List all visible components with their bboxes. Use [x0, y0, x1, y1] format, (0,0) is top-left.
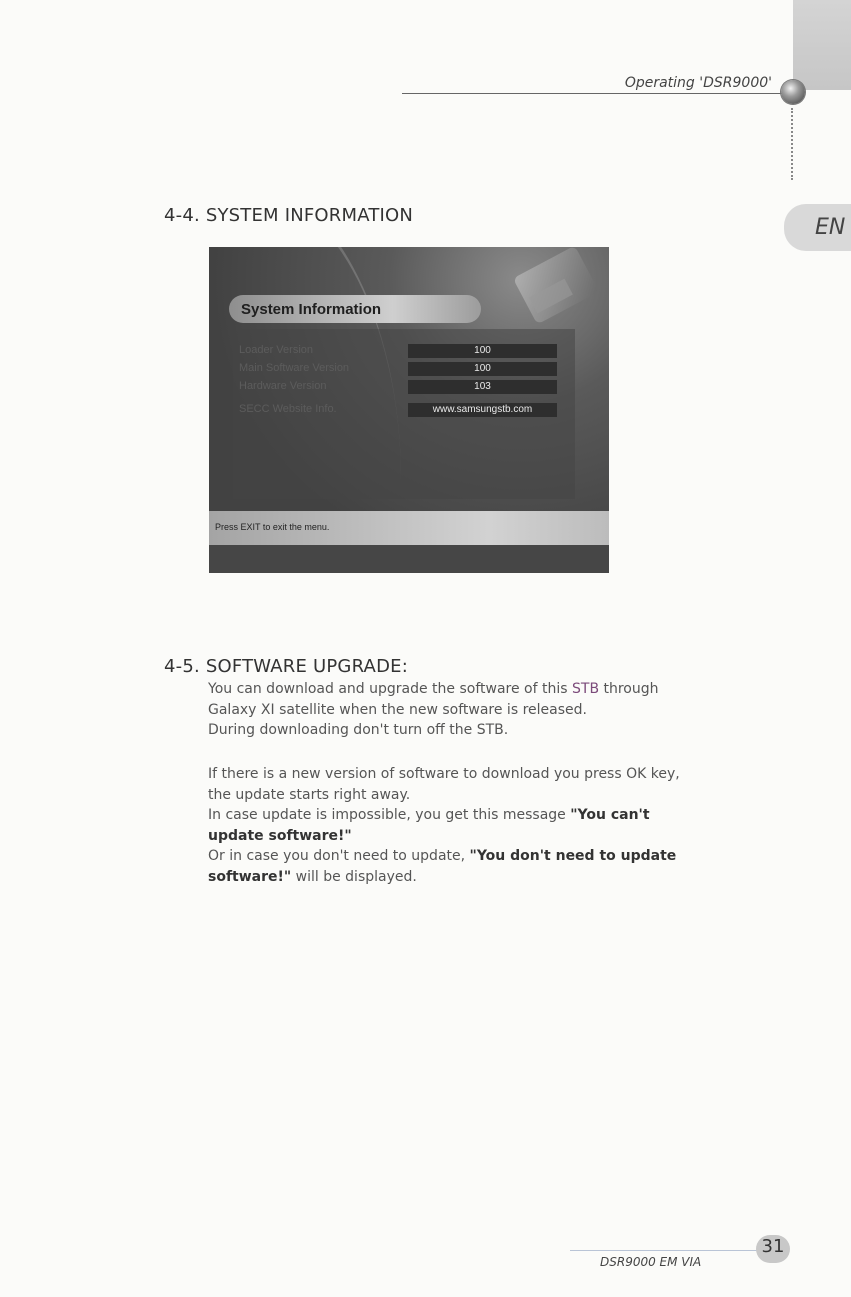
main-software-version-label: Main Software Version — [239, 362, 350, 374]
paragraph-line: update software!" — [208, 827, 352, 844]
tv-screenshot — [209, 247, 609, 573]
corner-tab — [793, 0, 851, 90]
paragraph-line — [208, 679, 788, 700]
footer-rule — [570, 1250, 760, 1251]
paragraph-line — [208, 846, 788, 867]
page-number: 31 — [761, 1236, 785, 1257]
text-span: Or in case you don't need to update, — [208, 848, 470, 864]
loader-version-value: 100 — [408, 344, 557, 358]
hardware-version-label: Hardware Version — [239, 380, 327, 392]
paragraph-line: If there is a new version of software to download you press OK key, — [208, 766, 680, 782]
text-span: In case update is impossible, you get this message — [208, 807, 571, 823]
dotted-guide-line — [791, 108, 793, 180]
section-heading-software-upgrade: 4-5. SOFTWARE UPGRADE: — [164, 656, 408, 677]
paragraph-line: During downloading don't turn off the STB. — [208, 722, 509, 738]
website-info-value: www.samsungstb.com — [408, 403, 557, 417]
header-bullet-icon — [781, 80, 805, 104]
message-no-need-update-end: software!" — [208, 868, 292, 885]
text-span: You can download and upgrade the software of this — [208, 681, 572, 697]
main-software-version-value: 100 — [408, 362, 557, 376]
tv-menu-title: System Information — [241, 301, 382, 318]
message-no-need-update: "You don't need to update — [469, 848, 677, 864]
language-label: EN — [815, 215, 846, 240]
paragraph-update-start — [208, 764, 788, 805]
section-heading-system-information: 4-4. SYSTEM INFORMATION — [164, 205, 414, 226]
loader-version-label: Loader Version — [239, 344, 313, 356]
paragraph-no-update — [208, 846, 788, 887]
text-span: will be displayed. — [291, 868, 417, 885]
header-rule — [402, 93, 782, 94]
paragraph-line: the update starts right away. — [208, 786, 411, 803]
tv-bottom-strip — [209, 545, 609, 573]
paragraph-download — [208, 679, 788, 741]
paragraph-line — [208, 867, 788, 888]
text-span: through — [599, 681, 659, 697]
paragraph-impossible — [208, 805, 788, 846]
stb-term: STB — [572, 681, 600, 697]
running-header: Operating 'DSR9000' — [624, 75, 772, 91]
website-info-label: SECC Website Info. — [239, 403, 337, 415]
tv-footer-hint: Press EXIT to exit the menu. — [215, 522, 330, 532]
hardware-version-value: 103 — [408, 380, 557, 394]
footer-model: DSR9000 EM VIA — [600, 1255, 702, 1269]
paragraph-line: Galaxy XI satellite when the new software is released. — [208, 701, 587, 718]
message-cant-update: "You can't — [570, 807, 650, 823]
paragraph-line — [208, 805, 788, 826]
